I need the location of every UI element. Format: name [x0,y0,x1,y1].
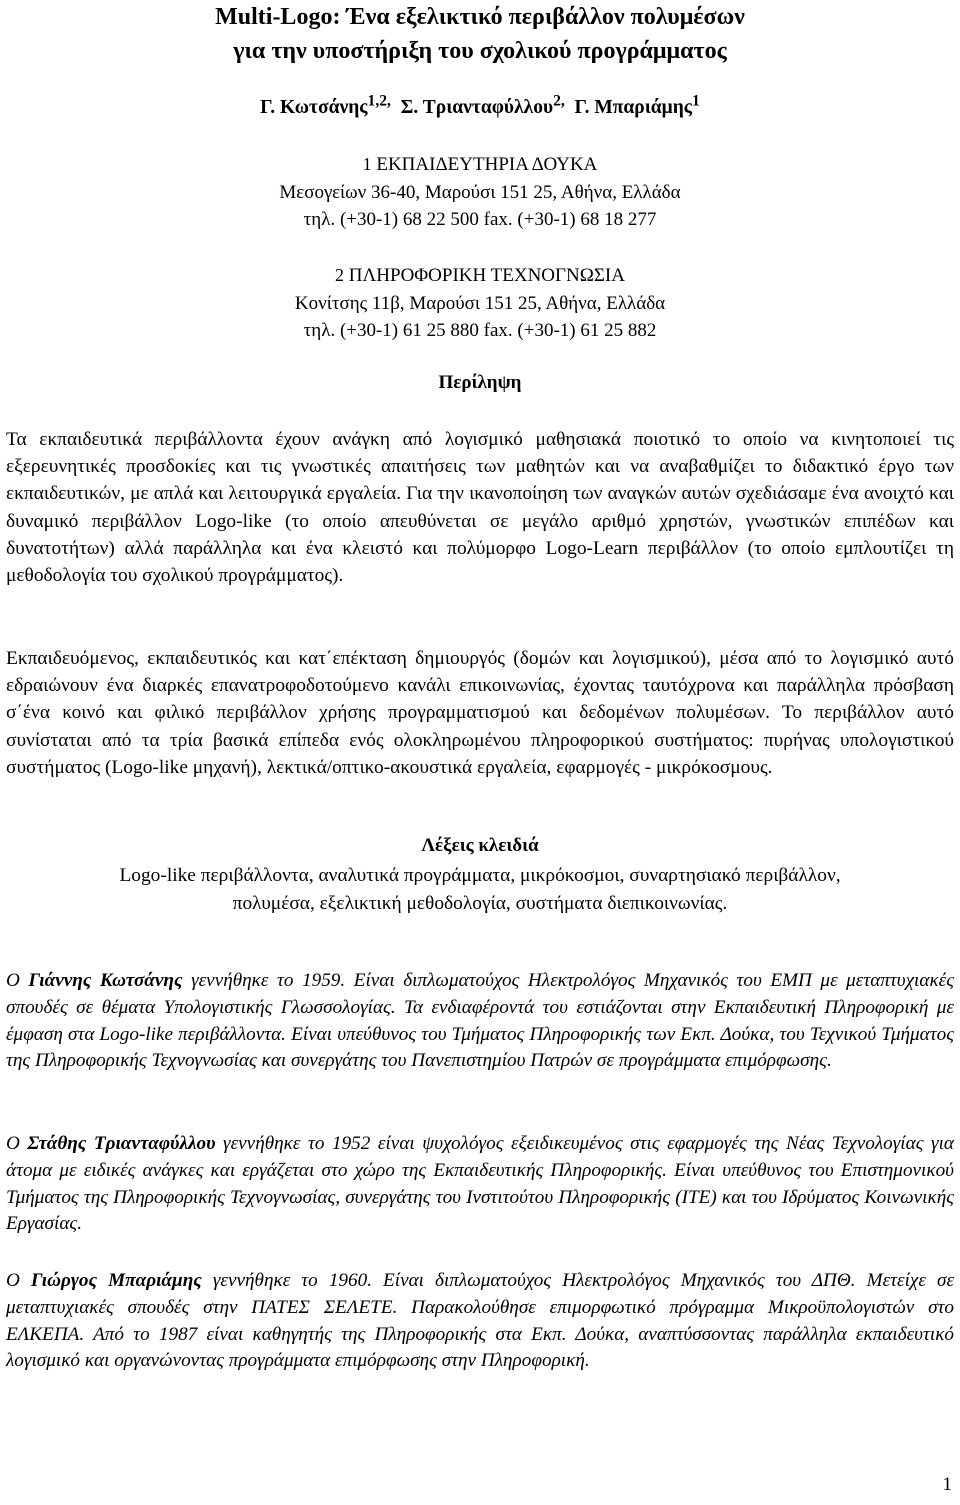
bio-text: γεννήθηκε το 1952 είναι ψυχολόγος εξειδικευμένος στις εφαρμογές της Νέας Τεχνολογίας για άτομα με ειδικές ανάγκες και εργάζεται στο χώρο της Εκπαιδευτικής Πληροφορικής. Είναι υπεύθυνος του Επιστημονικού Τμήματος της Πληροφορικής Τεχνογνωσίας, συνεργάτης του Ινστιτούτου Πληροφορικής (ΙΤΕ) και του Ιδρύματος Κοινωνικής Εργασίας. [6,1133,954,1235]
bio-text: γεννήθηκε το 1959. Είναι διπλωματούχος Ηλεκτρολόγος Μηχανικός του ΕΜΠ με μεταπτυχιακές σπουδές σε θέματα Υπολογιστικής Γλωσσολογίας. Τα ενδιαφέροντά του εστιάζονται στην Εκπαιδευτική Πληροφορική με έμφαση στα Logo-like περιβάλλοντα. Είναι υπεύθυνος του Τμήματος Πληροφορικής των Εκπ. Δούκα, του Τεχνικού Τμήματος της Πληροφορικής Τεχνογνωσίας και συνεργάτης του Πανεπιστημίου Πατρών σε προγράμματα επιμόρφωσης. [6,970,954,1072]
keywords-line-1: Logo-like περιβάλλοντα, αναλυτικά προγράμματα, μικρόκοσμοι, συναρτησιακό περιβάλλον, [119,865,841,886]
affiliation-address: Μεσογείων 36-40, Μαρούσι 151 25, Αθήνα, Ελλάδα [279,181,681,203]
affiliation-name-text: ΠΛΗΡΟΦΟΡΙΚΗ ΤΕΧΝΟΓΝΩΣΙΑ [348,265,625,286]
author-name: Σ. Τριανταφύλλου [400,97,554,118]
affiliation-name-text: ΕΚΠΑΙΔΕΥΤΗΡΙΑ ΔΟΥΚΑ [376,154,598,175]
bio-prefix: Ο [6,970,29,991]
affiliation-number: 2 [335,265,345,285]
keywords-line-2: πολυμέσα, εξελικτική μεθοδολογία, συστήματα διεπικοινωνίας. [232,892,728,914]
title-line-2: για την υποστήριξη του σχολικού προγράμματος [233,38,727,64]
page-number: 1 [942,1474,952,1495]
abstract-paragraph-1: Τα εκπαιδευτικά περιβάλλοντα έχουν ανάγκη από λογισμικό μαθησιακά ποιοτικό το οποίο να κινητοποιεί τις εξερευνητικές προσδοκίες και τις γνωστικές απαιτήσεις των μαθητών και να αναβαθμίζει το διδακτικό έργο των εκπαιδευτικών, με απλά και λειτουργικά εργαλεία. Για την ικανοποίηση των αναγκών αυτών σχεδιάσαμε ένα ανοιχτό και δυναμικό περιβάλλον Logo-like (το οποίο απευθύνεται σε μεγάλο αριθμό χρηστών, γνωστικών επιπέδων και δυνατοτήτων) αλλά παράλληλα και ένα κλειστό και πολύμορφο Logo-Learn περιβάλλον (το οποίο εμπλουτίζει τη μεθοδολογία του σχολικού προγράμματος). [6,429,954,587]
author-affiliation-mark: 1 [692,92,700,110]
paper-title [0,0,960,68]
author-bio-3 [6,1268,954,1375]
author-list [0,92,960,121]
author-name: Γ. Μπαριάμης [574,97,693,118]
affiliation-number: 1 [362,154,372,174]
affiliation-2 [0,262,960,345]
bio-author-name: Γιώργος Μπαριάμης [30,1270,202,1291]
bio-author-name: Γιάννης Κωτσάνης [28,970,183,991]
keywords-heading: Λέξεις κλειδιά [421,835,539,856]
abstract-paragraph-2: Εκπαιδευόμενος, εκπαιδευτικός και κατ΄επέκταση δημιουργός (δομών και λογισμικού), μέσα από το λογισμικό αυτό εδραιώνουν ένα διαρκές επανατροφοδοτούμενο κανάλι επικοινωνίας, έχοντας ταυτόχρονα και παράλληλα πρόσβαση σ΄ένα κοινό και φιλικό περιβάλλον χρήσης προγραμματισμού και δεδομένων πολυμέσων. Το περιβάλλον αυτό συνίσταται από τα τρία βασικά επίπεδα ενός ολοκληρωμένου πληροφορικού συστήματος: πυρήνας υπολογιστικού συστήματος (Logo-like μηχανή), λεκτικά/οπτικο-ακουστικά εργαλεία, εφαρμογές - μικρόκοσμους. [6,648,954,778]
author-affiliation-mark: 1,2, [367,92,391,110]
author-name: Γ. Κωτσάνης [260,97,368,118]
affiliation-1 [0,151,960,234]
abstract-heading: Περίληψη [438,372,522,393]
affiliation-name [0,151,960,179]
affiliation-name [0,262,960,290]
bio-prefix: Ο [6,1270,31,1291]
keywords-text [0,862,960,917]
bio-author-name: Στάθης Τριανταφύλλου [27,1133,216,1154]
affiliation-phone: τηλ. (+30-1) 61 25 880 fax. (+30-1) 61 25 882 [303,320,657,341]
bio-text: γεννήθηκε το 1960. Είναι διπλωματούχος Ηλεκτρολόγος Μηχανικός του ΔΠΘ. Μετείχε σε μεταπτυχιακές σπουδές στην ΠΑΤΕΣ ΣΕΛΕΤΕ. Παρακολούθησε επιμορφωτικό πρόγραμμα Μικροϋπολογιστών στο ΕΛΚΕΠΑ. Από το 1987 είναι καθηγητής της Πληροφορικής στα Εκπ. Δούκα, αναπτύσσοντας παράλληλα εκπαιδευτικό λογισμικό και οργανώνοντας προγράμματα επιμόρφωσης στην Πληροφορική. [6,1270,955,1372]
affiliation-address: Κονίτσης 11β, Μαρούσι 151 25, Αθήνα, Ελλάδα [294,292,666,314]
bio-prefix: Ο [6,1133,28,1154]
author-affiliation-mark: 2, [553,92,565,110]
author-bio-1 [6,968,954,1075]
affiliation-phone: τηλ. (+30-1) 68 22 500 fax. (+30-1) 68 18 277 [303,209,657,230]
title-line-1: Multi-Logo: Ένα εξελικτικό περιβάλλον πολυμέσων [215,4,745,30]
author-bio-2 [6,1131,954,1238]
